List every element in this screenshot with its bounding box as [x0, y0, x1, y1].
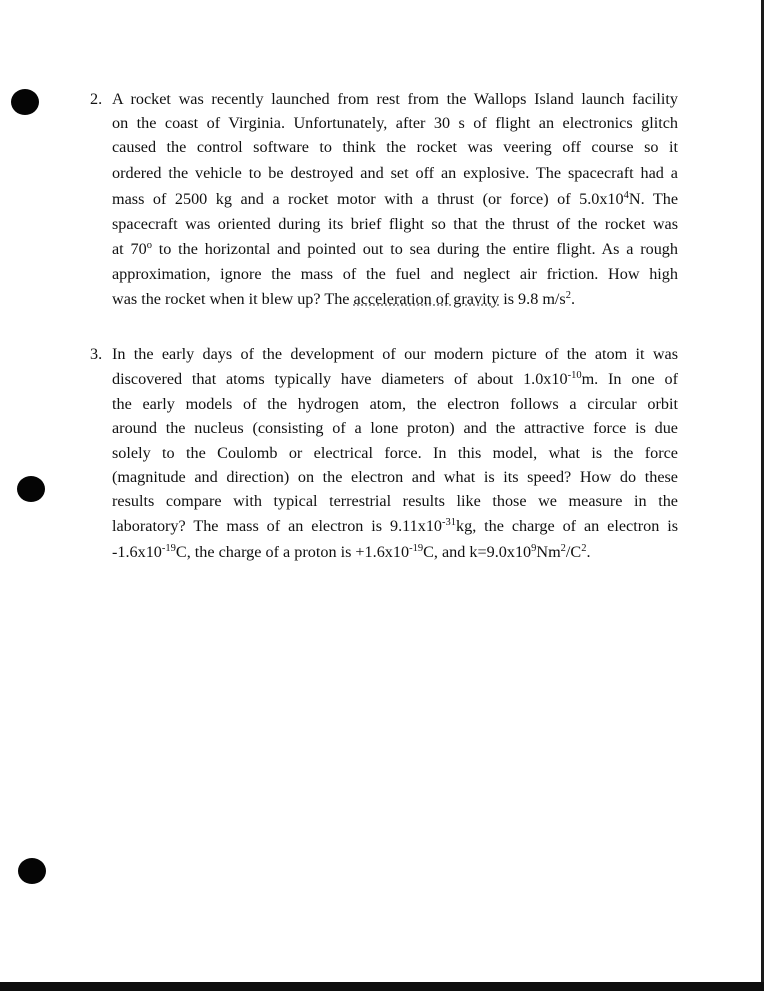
- problem-2: [90, 87, 678, 312]
- problem-line: spacecraft was oriented during its brief flight so that the thrust of the rocket was: [112, 214, 678, 233]
- problem-line: the early models of the hydrogen atom, the electron follows a circular orbit: [112, 395, 678, 414]
- problem-line: at 70$^o$ to the horizontal and pointed out to sea during the entire flight. As a rough: [112, 239, 678, 258]
- scan-bottom-edge: [0, 982, 764, 991]
- punch-hole-top: [11, 89, 39, 115]
- problem-line: was the rocket when it blew up? The acceleration of gravity is 9.8 $m/s^2$.: [112, 290, 576, 309]
- underlined-phrase: acceleration of gravity: [353, 290, 500, 309]
- problem-line: $-1.6x10^{-19}C$, the charge of a proton is $+1.6x10^{-19}C$, and $k=9.0x10^9Nm^2/C^2$.: [112, 543, 591, 562]
- problem-line: mass of 2500 kg and a rocket motor with a thrust (or force) of $5.0x10^4N$. The: [112, 189, 678, 208]
- problem-line: approximation, ignore the mass of the fuel and neglect air friction. How high: [112, 264, 678, 283]
- problem-line: around the nucleus (consisting of a lone proton) and the attractive force is due: [112, 419, 678, 438]
- problem-line: on the coast of Virginia. Unfortunately, after 30 s of flight an electronics glitch: [112, 114, 678, 133]
- problem-line: (magnitude and direction) on the electron and what is its speed? How do these: [112, 467, 678, 486]
- problem-line: A rocket was recently launched from rest from the Wallops Island launch facility: [112, 90, 678, 108]
- punch-hole-bottom: [18, 858, 46, 884]
- problem-line: In the early days of the development of our modern picture of the atom it was: [112, 345, 678, 363]
- problem-line: discovered that atoms typically have diameters of about $1.0x10^{-10}m$. In one of: [112, 370, 678, 389]
- problem-3: [90, 342, 678, 565]
- punch-hole-middle: [17, 476, 45, 502]
- problem-number: 3.: [90, 345, 103, 363]
- problem-number: 2.: [90, 90, 103, 108]
- problem-line: results compare with typical terrestrial results like those we measure in the: [112, 492, 678, 511]
- problem-line: caused the control software to think the rocket was veering off course so it: [112, 138, 678, 157]
- problem-line: ordered the vehicle to be destroyed and set off an explosive. The spacecraft had a: [112, 163, 678, 182]
- problem-line: laboratory? The mass of an electron is $9.11x10^{-31}kg$, the charge of an electron is: [112, 517, 678, 536]
- problem-line: solely to the Coulomb or electrical force. In this model, what is the force: [112, 443, 678, 462]
